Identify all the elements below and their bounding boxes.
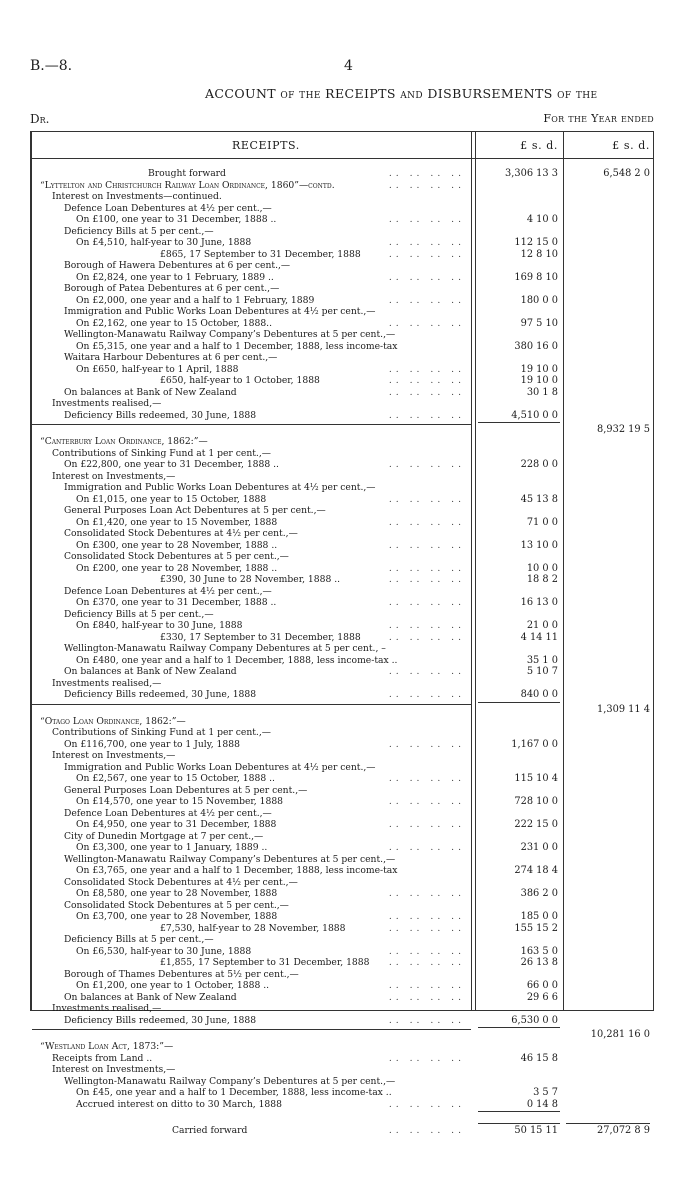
receipt-line	[32, 168, 471, 180]
receipt-text: Wellington-Manawatu Railway Company’s Debentures at 5 per cent.,—	[64, 329, 396, 340]
receipt-line	[32, 272, 471, 284]
receipt-line	[32, 727, 471, 739]
receipt-line	[32, 540, 471, 552]
detail-amount: 5 10 7	[526, 666, 558, 677]
receipt-line	[32, 831, 471, 843]
detail-amount: 16 13 0	[520, 597, 558, 608]
detail-amount: 26 13 8	[520, 957, 558, 968]
leader-dots: .. .. .. ..	[388, 991, 465, 1003]
receipt-line	[32, 398, 471, 410]
total-rule	[478, 1123, 560, 1124]
receipt-line	[32, 923, 471, 935]
leader-dots: .. .. .. ..	[388, 539, 465, 551]
receipt-line	[32, 1015, 471, 1027]
receipt-line	[32, 482, 471, 494]
receipt-line	[32, 808, 471, 820]
total-rule	[32, 1029, 471, 1030]
receipt-line	[32, 352, 471, 364]
leader-dots: .. .. .. ..	[388, 620, 465, 631]
detail-amount: 274 18 4	[514, 865, 558, 876]
receipt-line	[32, 900, 471, 912]
receipt-text: On £200, one year to 28 November, 1888 ..	[76, 562, 278, 574]
receipt-text: Immigration and Public Works Loan Debentures at 4½ per cent.,—	[64, 482, 376, 493]
receipt-text: On £1,015, one year to 15 October, 1888	[76, 493, 267, 505]
receipt-line	[32, 785, 471, 797]
receipt-line	[32, 203, 471, 215]
receipt-line	[32, 773, 471, 785]
receipt-text: On £3,765, one year and a half to 1 December, 1888, less income-tax	[76, 865, 398, 876]
leader-dots: .. .. .. ..	[388, 631, 465, 643]
receipt-text: On £840, half-year to 30 June, 1888	[76, 620, 243, 631]
leader-dots: .. .. .. ..	[388, 459, 465, 470]
leader-dots: .. .. .. ..	[388, 574, 465, 585]
detail-amount: 180 0 0	[520, 294, 558, 306]
leader-dots: .. .. .. ..	[388, 911, 465, 922]
receipt-line	[32, 877, 471, 889]
receipt-text: “Canterbury Loan Ordinance, 1862:”—	[40, 436, 208, 447]
total-rule	[478, 1027, 560, 1028]
detail-amount: 50 15 11	[514, 1125, 558, 1136]
leader-dots: .. .. .. ..	[388, 1125, 465, 1136]
leader-dots: .. .. .. ..	[388, 666, 465, 677]
receipt-text: £865, 17 September to 31 December, 1888	[160, 248, 361, 260]
detail-amount: 3 5 7	[533, 1087, 558, 1098]
receipt-line	[32, 689, 471, 701]
receipt-text: Deficiency Bills at 5 per cent.,—	[64, 608, 214, 620]
detail-amount: 228 0 0	[520, 459, 558, 470]
receipt-text: On balances at Bank of New Zealand	[64, 386, 237, 398]
receipt-text: Wellington-Manawatu Railway Company’s Debentures at 5 per cent.,—	[64, 1075, 396, 1087]
receipt-line	[32, 762, 471, 774]
receipt-text: “Westland Loan Act, 1873:”—	[40, 1041, 174, 1052]
receipt-text: Borough of Patea Debentures at 6 per cent.,—	[64, 283, 280, 294]
detail-amount: 840 0 0	[520, 689, 558, 700]
leader-dots: .. .. .. ..	[388, 819, 465, 830]
receipt-text: On £370, one year to 31 December, 1888 ..	[76, 597, 277, 608]
receipt-text: Contributions of Sinking Fund at 1 per cent.,—	[52, 447, 271, 459]
detail-amount: 21 0 0	[526, 620, 558, 631]
receipt-text: Deficiency Bills redeemed, 30 June, 1888	[64, 409, 257, 421]
receipt-line	[32, 911, 471, 923]
detail-amount: 18 8 2	[526, 574, 558, 585]
leader-dots: .. .. .. ..	[388, 1014, 465, 1026]
detail-amount: 0 14 8	[526, 1098, 558, 1110]
total-rule	[32, 424, 471, 425]
detail-amount: 386 2 0	[520, 888, 558, 899]
receipt-line	[32, 471, 471, 483]
receipt-text: £330, 17 September to 31 December, 1888	[160, 631, 361, 643]
leader-dots: .. .. .. ..	[388, 493, 465, 505]
detail-amount: 30 1 8	[526, 386, 558, 398]
receipt-text: On £4,510, half-year to 30 June, 1888	[76, 237, 252, 248]
receipt-line	[32, 448, 471, 460]
receipt-text: On £116,700, one year to 1 July, 1888	[64, 738, 240, 750]
page-identifier: B.—8.	[30, 58, 73, 74]
receipt-text: Contributions of Sinking Fund at 1 per cent.,—	[52, 727, 271, 738]
receipt-line	[32, 865, 471, 877]
receipt-text: Waitara Harbour Debentures at 6 per cent.,—	[64, 352, 278, 363]
receipt-text: Wellington-Manawatu Railway Company’s Debentures at 5 per cent.,—	[64, 853, 396, 865]
detail-amount: 45 13 8	[520, 493, 558, 505]
detail-amount: 97 5 10	[520, 317, 558, 329]
receipt-text: On balances at Bank of New Zealand	[64, 991, 237, 1003]
detail-amount: 71 0 0	[526, 516, 558, 528]
receipt-text: “Lyttelton and Christchurch Railway Loan Ordinance, 1860”—contd.	[40, 179, 335, 191]
receipt-text: Consolidated Stock Debentures at 4½ per cent.,—	[64, 876, 298, 888]
leader-dots: .. .. .. ..	[388, 516, 465, 528]
receipt-text: Investments realised,—	[52, 1003, 162, 1014]
receipt-text: Immigration and Public Works Loan Debentures at 4½ per cent.,—	[64, 761, 376, 773]
receipt-text: On £6,530, half-year to 30 June, 1888	[76, 945, 252, 957]
receipt-text: On £1,420, one year to 15 November, 1888	[76, 516, 278, 528]
total-amount-column-header: £ s. d.	[612, 139, 650, 152]
detail-amount: 169 8 10	[514, 271, 558, 283]
detail-amount: 4 10 0	[526, 214, 558, 225]
receipt-text: Investments realised,—	[52, 398, 162, 409]
total-rule	[478, 702, 560, 703]
receipt-line	[32, 410, 471, 422]
receipt-line	[32, 796, 471, 808]
total-rule	[478, 422, 560, 423]
receipt-line	[32, 969, 471, 981]
section-total: 10,281 16 0	[590, 1029, 650, 1040]
detail-amount: 29 6 6	[526, 991, 558, 1003]
receipt-line	[32, 888, 471, 900]
leader-dots: .. .. .. ..	[388, 294, 465, 306]
receipt-text: Receipts from Land ..	[52, 1052, 153, 1064]
receipt-line	[32, 283, 471, 295]
leader-dots: .. .. .. ..	[388, 214, 465, 225]
receipt-line	[32, 563, 471, 575]
receipt-line	[32, 980, 471, 992]
receipt-text: Carried forward	[172, 1125, 248, 1136]
leader-dots: .. .. .. ..	[388, 562, 465, 574]
detail-amount: 6,530 0 0	[511, 1014, 558, 1026]
leader-dots: .. .. .. ..	[388, 980, 465, 991]
leader-dots: .. .. .. ..	[388, 409, 465, 421]
receipt-line	[32, 1064, 471, 1076]
receipt-line	[32, 494, 471, 506]
receipt-line	[32, 632, 471, 644]
detail-amount: 3,306 13 3	[505, 168, 558, 179]
receipt-line	[32, 318, 471, 330]
receipt-text: Consolidated Stock Debentures at 5 per cent.,—	[64, 551, 289, 562]
receipt-text: Defence Loan Debentures at 4½ per cent.,—	[64, 585, 272, 597]
detail-amount: 4 14 11	[520, 631, 558, 643]
receipt-line	[32, 1087, 471, 1099]
receipt-line	[32, 666, 471, 678]
receipt-line	[32, 819, 471, 831]
receipt-line	[32, 842, 471, 854]
receipt-text: £1,855, 17 September to 31 December, 1888	[160, 957, 370, 968]
receipt-text: On £2,000, one year and a half to 1 February, 1889	[76, 294, 315, 306]
leader-dots: .. .. .. ..	[388, 738, 465, 750]
detail-amount: 12 8 10	[520, 248, 558, 260]
receipt-line	[32, 643, 471, 655]
leader-dots: .. .. .. ..	[388, 922, 465, 934]
running-total: 6,548 2 0	[603, 168, 650, 179]
receipt-text: On £3,300, one year to 1 January, 1889 ..	[76, 842, 268, 853]
receipt-line	[32, 517, 471, 529]
receipt-line	[32, 375, 471, 387]
leader-dots: .. .. .. ..	[388, 796, 465, 807]
receipt-line	[32, 226, 471, 238]
receipt-line	[32, 739, 471, 751]
receipt-text: On £2,824, one year to 1 February, 1889 ..	[76, 271, 274, 283]
leader-dots: .. .. .. ..	[388, 945, 465, 957]
receipt-line	[32, 306, 471, 318]
page-number: 4	[344, 58, 353, 74]
leader-dots: .. .. .. ..	[388, 773, 465, 784]
receipt-line	[32, 364, 471, 376]
detail-amount: 4,510 0 0	[511, 409, 558, 421]
receipt-text: On £45, one year and a half to 1 December, 1888, less income-tax ..	[76, 1087, 392, 1098]
period-label: For the Year ended	[543, 112, 654, 125]
receipt-text: On £3,700, one year to 28 November, 1888	[76, 911, 278, 922]
leader-dots: .. .. .. ..	[388, 689, 465, 700]
receipt-text: Consolidated Stock Debentures at 5 per cent.,—	[64, 899, 289, 911]
receipt-line	[32, 459, 471, 471]
receipt-text: £390, 30 June to 28 November, 1888 ..	[160, 574, 341, 585]
receipt-text: Interest on Investments,—	[52, 1064, 176, 1075]
leader-dots: .. .. .. ..	[388, 597, 465, 608]
receipt-line	[32, 620, 471, 632]
receipt-line	[32, 551, 471, 563]
receipt-text: General Purposes Loan Act Debentures at 5 per cent.,—	[64, 505, 326, 516]
leader-dots: .. .. .. ..	[388, 271, 465, 283]
detail-amount: 66 0 0	[526, 980, 558, 991]
receipt-text: On £300, one year to 28 November, 1888 ..	[76, 539, 278, 551]
header-rule	[32, 158, 653, 159]
leader-dots: .. .. .. ..	[388, 363, 465, 375]
receipt-text: General Purposes Loan Debentures at 5 per cent.,—	[64, 784, 308, 796]
receipt-line	[32, 237, 471, 249]
detail-amount: 13 10 0	[520, 539, 558, 551]
receipt-line	[32, 597, 471, 609]
leader-dots: .. .. .. ..	[388, 1098, 465, 1110]
receipt-text: On £1,200, one year to 1 October, 1888 ..	[76, 980, 270, 991]
detail-amount: 46 15 8	[520, 1052, 558, 1064]
receipt-text: Defence Loan Debentures at 4½ per cent.,—	[64, 807, 272, 819]
receipt-text: Immigration and Public Works Loan Debentures at 4½ per cent.,—	[64, 306, 376, 317]
leader-dots: .. .. .. ..	[388, 248, 465, 260]
receipt-line	[32, 505, 471, 517]
receipt-line	[32, 341, 471, 353]
receipt-line	[32, 1003, 471, 1015]
receipt-line	[32, 992, 471, 1004]
column-divider	[471, 132, 472, 1010]
receipt-line	[32, 387, 471, 399]
receipt-line	[32, 1076, 471, 1088]
receipt-text: On £650, half-year to 1 April, 1888	[76, 363, 239, 375]
running-total: 27,072 8 9	[597, 1125, 650, 1136]
receipt-line	[32, 1099, 471, 1111]
receipt-text: On £4,950, one year to 31 December, 1888	[76, 819, 277, 830]
receipt-text: Deficiency Bills redeemed, 30 June, 1888	[64, 689, 257, 700]
receipt-text: Deficiency Bills redeemed, 30 June, 1888	[64, 1014, 257, 1026]
leader-dots: .. .. .. ..	[388, 842, 465, 853]
receipt-line	[32, 295, 471, 307]
receipt-line	[32, 260, 471, 272]
leader-dots: .. .. .. ..	[388, 1052, 465, 1064]
receipt-text: Consolidated Stock Debentures at 4½ per cent.,—	[64, 528, 298, 539]
column-divider	[475, 132, 476, 1010]
receipt-line	[32, 946, 471, 958]
section-total: 8,932 19 5	[597, 424, 650, 435]
receipt-text: Brought forward	[148, 168, 226, 179]
receipt-text: On £100, one year to 31 December, 1888 ..	[76, 214, 277, 225]
leader-dots: .. .. .. ..	[388, 375, 465, 386]
debit-side-label: Dr.	[30, 112, 50, 126]
leader-dots: .. .. .. ..	[388, 888, 465, 899]
total-rule	[478, 1111, 560, 1112]
detail-amount: 163 5 0	[520, 945, 558, 957]
receipt-line	[32, 249, 471, 261]
receipt-line	[32, 436, 471, 448]
receipt-line	[32, 214, 471, 226]
receipt-text: “Otago Loan Ordinance, 1862:”—	[40, 715, 186, 727]
leader-dots: .. .. .. ..	[388, 237, 465, 248]
detail-amount: 112 15 0	[514, 237, 558, 248]
receipts-column-header: RECEIPTS.	[232, 139, 300, 152]
leader-dots: .. .. .. ..	[388, 179, 465, 191]
receipt-text: On £14,570, one year to 15 November, 1888	[76, 796, 284, 807]
section-total: 1,309 11 4	[597, 703, 650, 715]
detail-amount: 10 0 0	[526, 562, 558, 574]
detail-amount: 222 15 0	[514, 819, 558, 830]
receipt-text: On £2,162, one year to 15 October, 1888..	[76, 317, 273, 329]
receipt-line	[32, 191, 471, 203]
receipt-line	[32, 934, 471, 946]
receipt-text: Interest on Investments—continued.	[52, 191, 222, 202]
leader-dots: .. .. .. ..	[388, 386, 465, 398]
receipt-text: On £8,580, one year to 28 November, 1888	[76, 888, 278, 899]
total-rule	[566, 1123, 650, 1124]
receipt-text: Deficiency Bills at 5 per cent.,—	[64, 225, 214, 237]
receipt-text: Wellington-Manawatu Railway Company Debentures at 5 per cent., –	[64, 643, 386, 654]
receipt-text: Interest on Investments,—	[52, 750, 176, 761]
receipt-text: On £2,567, one year to 15 October, 1888 ..	[76, 773, 275, 784]
column-divider	[563, 132, 564, 1010]
receipt-line	[32, 586, 471, 598]
receipt-line	[32, 1053, 471, 1065]
ledger-table	[30, 131, 654, 1136]
detail-amount-column-header: £ s. d.	[520, 139, 558, 152]
receipt-text: Interest on Investments,—	[52, 470, 176, 482]
receipt-text: On £480, one year and a half to 1 December, 1888, less income-tax ..	[76, 654, 398, 666]
leader-dots: .. .. .. ..	[388, 317, 465, 329]
receipt-line	[32, 1041, 471, 1053]
receipt-text: On £22,800, one year to 31 December, 1888 ..	[64, 459, 279, 470]
receipt-text: £7,530, half-year to 28 November, 1888	[160, 922, 346, 934]
receipt-line	[32, 655, 471, 667]
receipt-text: Accrued interest on ditto to 30 March, 1888	[76, 1098, 282, 1110]
total-rule	[32, 704, 471, 705]
receipt-line	[32, 957, 471, 969]
receipt-text: Investments realised,—	[52, 677, 162, 689]
receipt-line	[32, 1125, 471, 1137]
receipt-text: On balances at Bank of New Zealand	[64, 666, 237, 677]
detail-amount: 1,167 0 0	[511, 738, 558, 750]
receipt-line	[32, 180, 471, 192]
receipt-text: On £5,315, one year and a half to 1 December, 1888, less income-tax	[76, 340, 398, 352]
receipt-line	[32, 716, 471, 728]
detail-amount: 231 0 0	[520, 842, 558, 853]
detail-amount: 185 0 0	[520, 911, 558, 922]
detail-amount: 115 10 4	[514, 773, 558, 784]
receipt-text: £650, half-year to 1 October, 1888	[160, 375, 320, 386]
receipt-line	[32, 574, 471, 586]
receipt-text: Defence Loan Debentures at 4½ per cent.,—	[64, 202, 272, 214]
receipt-text: Borough of Thames Debentures at 5½ per cent.,—	[64, 968, 299, 980]
detail-amount: 728 10 0	[514, 796, 558, 807]
detail-amount: 380 16 0	[514, 340, 558, 352]
receipt-line	[32, 528, 471, 540]
receipt-text: Borough of Hawera Debentures at 6 per cent.,—	[64, 260, 291, 271]
receipt-line	[32, 854, 471, 866]
receipt-text: Deficiency Bills at 5 per cent.,—	[64, 934, 214, 945]
detail-amount: 155 15 2	[514, 922, 558, 934]
receipt-line	[32, 609, 471, 621]
leader-dots: .. .. .. ..	[388, 957, 465, 968]
detail-amount: 19 10 0	[520, 363, 558, 375]
receipt-line	[32, 678, 471, 690]
detail-amount: 35 1 0	[526, 654, 558, 666]
leader-dots: .. .. .. ..	[388, 168, 465, 179]
account-title: ACCOUNT of the RECEIPTS and DISBURSEMENTS of the	[205, 86, 598, 101]
receipt-line	[32, 329, 471, 341]
receipt-line	[32, 750, 471, 762]
detail-amount: 19 10 0	[520, 375, 558, 386]
receipt-text: City of Dunedin Mortgage at 7 per cent.,—	[64, 830, 264, 842]
